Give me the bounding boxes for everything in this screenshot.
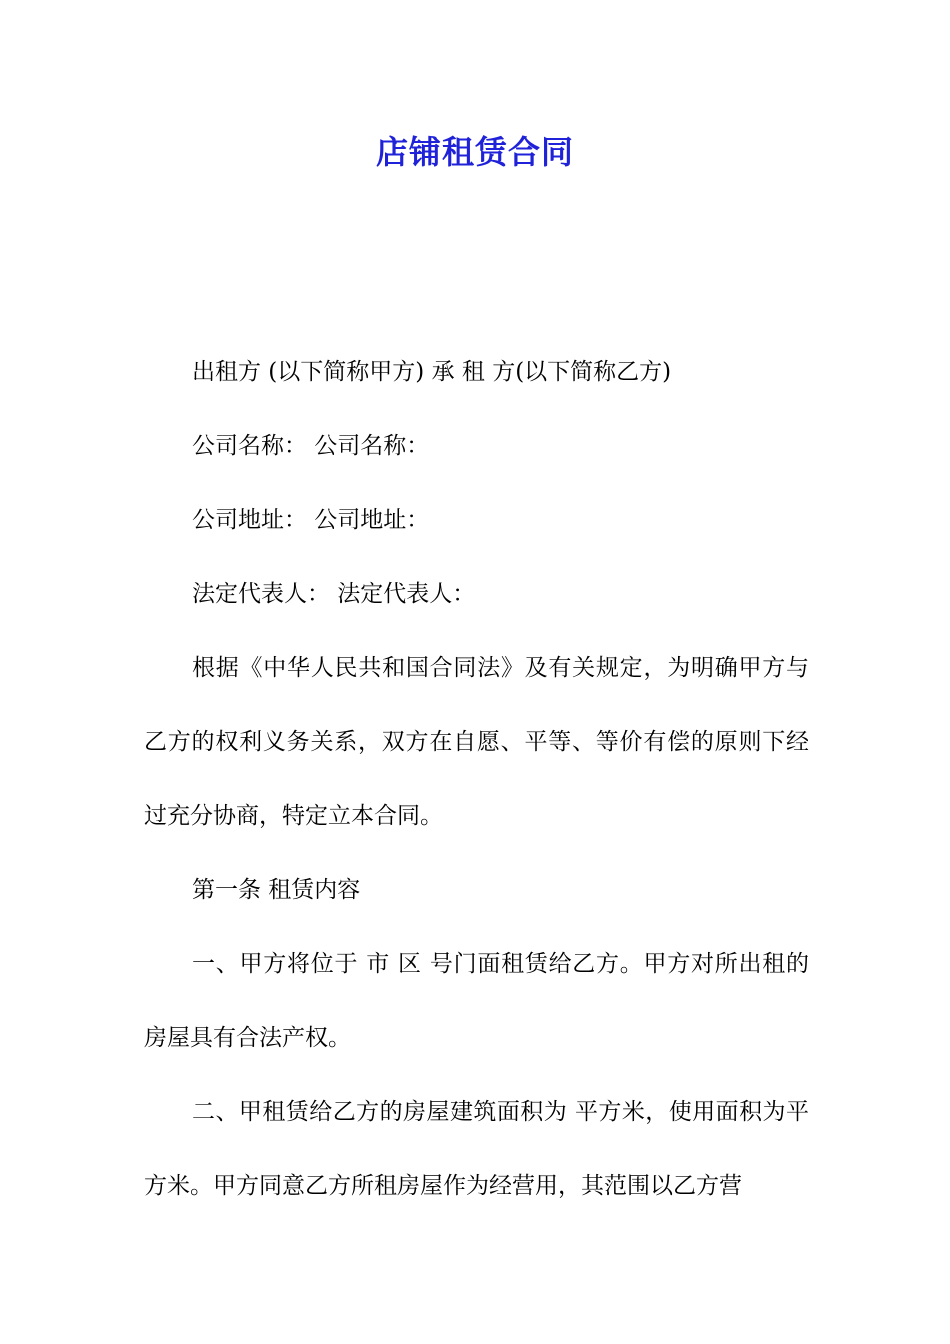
legal-representative-line: 法定代表人： 法定代表人：	[192, 581, 476, 607]
clause-two-paragraph: 二、甲租赁给乙方的房屋建筑面积为 平方米，使用面积为平方米。甲方同意乙方所租房屋作为经营用，其范围以乙方营	[144, 1099, 809, 1199]
company-name-line: 公司名称： 公司名称：	[192, 433, 430, 459]
article-one-heading: 第一条 租赁内容	[192, 877, 361, 903]
preamble-paragraph: 根据《中华人民共和国合同法》及有关规定，为明确甲方与乙方的权利义务关系，双方在自愿、平等、等价有偿的原则下经过充分协商，特定立本合同。	[144, 655, 809, 829]
document-body	[144, 335, 809, 1223]
clause-one-paragraph: 一、甲方将位于 市 区 号门面租赁给乙方。甲方对所出租的房屋具有合法产权。	[144, 951, 809, 1051]
company-address-line: 公司地址： 公司地址：	[192, 507, 430, 533]
document-title: 店铺租赁合同	[375, 133, 574, 171]
parties-line: 出租方 (以下简称甲方) 承 租 方(以下简称乙方)	[192, 359, 672, 385]
